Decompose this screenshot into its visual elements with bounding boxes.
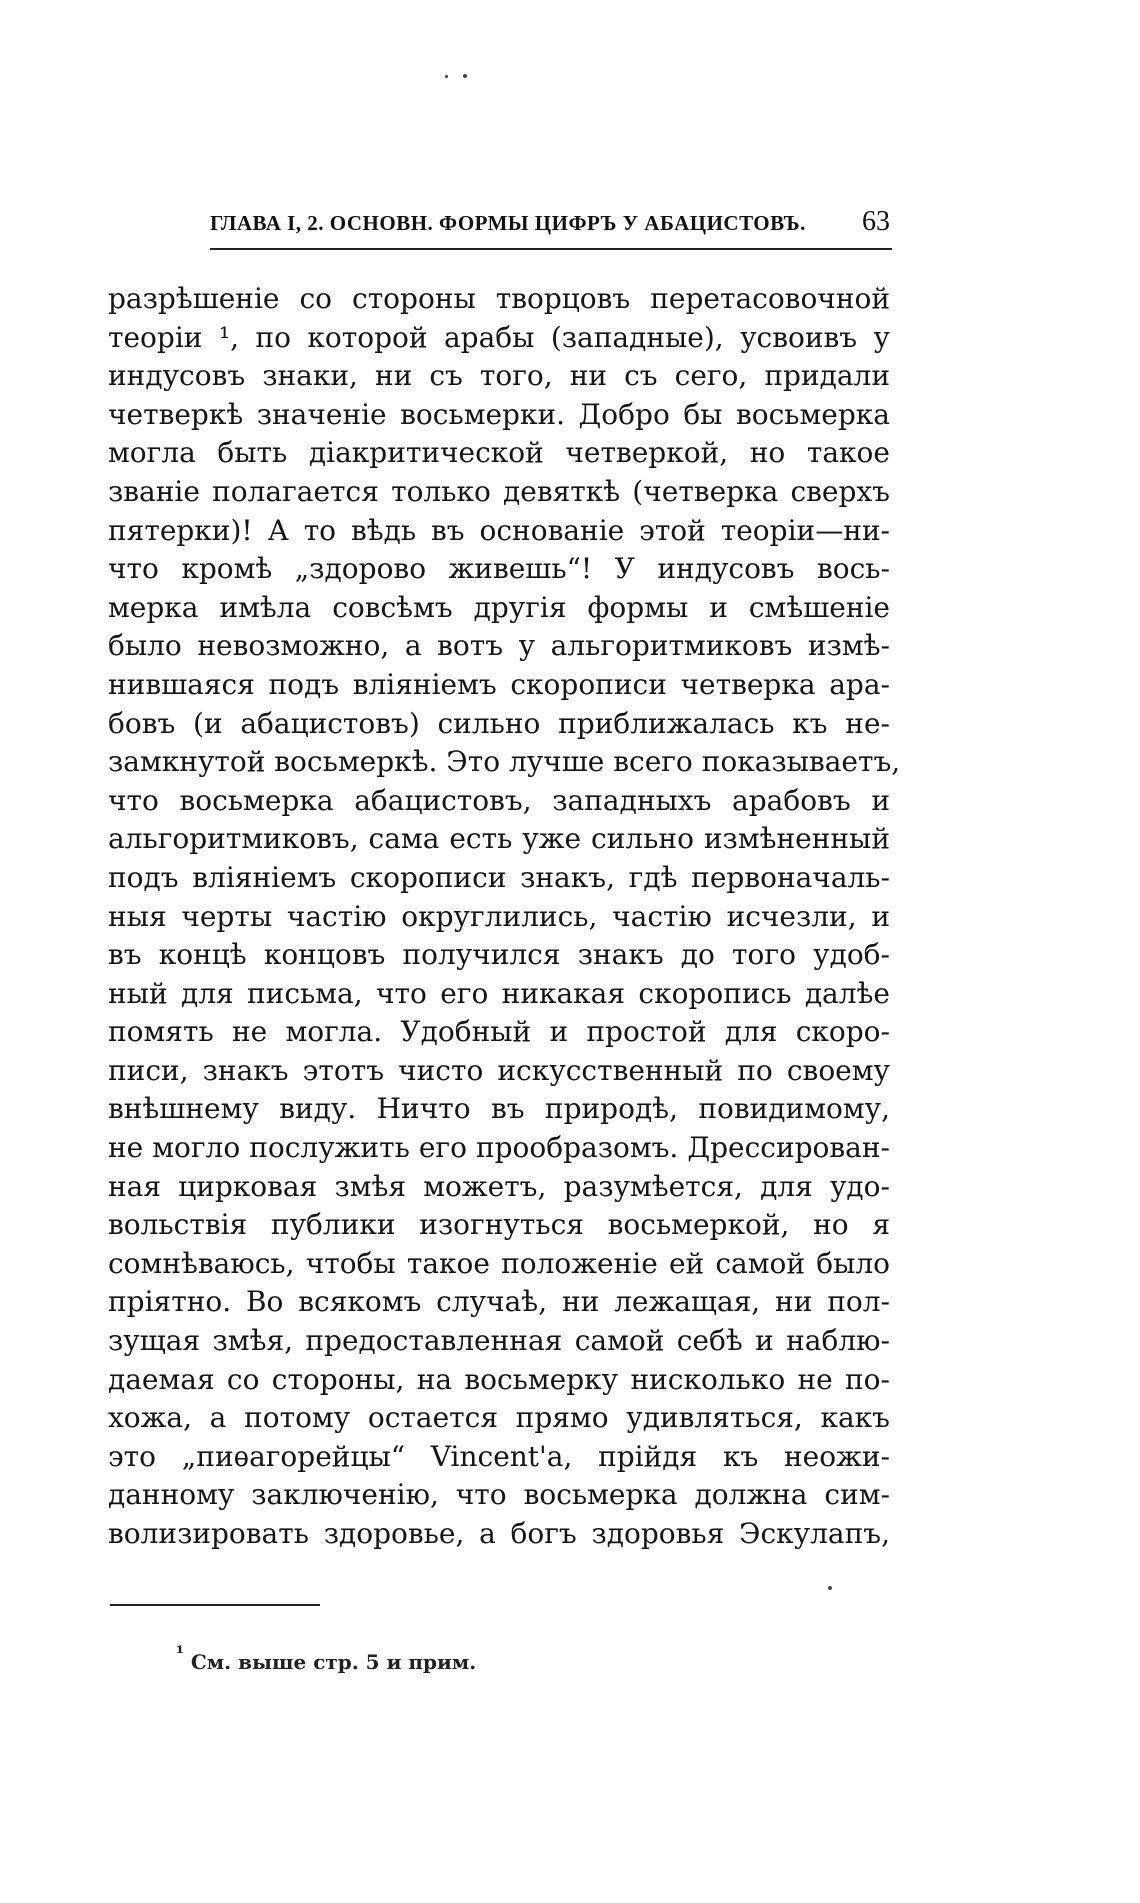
text-line: сомнѣваюсь, чтобы такое положеніе ей самой было [108, 1246, 890, 1280]
text-line: разрѣшеніе со стороны творцовъ перетасовочной [108, 282, 890, 315]
text-line: что восьмерка абацистовъ, западныхъ арабовъ и [108, 783, 890, 817]
text-line: внѣшнему виду. Ничто въ природѣ, повидимому, [108, 1092, 890, 1126]
text-line: было невозможно, а вотъ у альгоритмиковъ измѣ- [108, 629, 890, 663]
text-line: пятерки)! А то вѣдь въ основаніе этой теоріи—ни- [108, 513, 890, 547]
text-line: зущая змѣя, предоставленная самой себѣ и наблю- [108, 1324, 890, 1358]
text-line: въ концѣ концовъ получился знакъ до того удоб- [108, 938, 890, 972]
text-line: писи, знакъ этотъ чисто искусственный по своему [108, 1053, 890, 1087]
text-line: бовъ (и абацистовъ) сильно приближалась къ не- [108, 706, 890, 740]
footnote-rule [110, 1604, 320, 1606]
print-speck [463, 74, 467, 78]
text-line: вольствія публики изогнуться восьмеркой, но я [108, 1208, 890, 1242]
page-number: 63 [862, 206, 890, 237]
text-line: что кромѣ „здорово живешь“! У индусовъ вось- [108, 552, 890, 586]
text-line: замкнутой восьмеркѣ. Это лучше всего показываетъ, [108, 745, 901, 779]
text-line: ный для письма, что его никакая скоропись далѣе [108, 976, 890, 1010]
text-line: помять не могла. Удобный и простой для скоро- [108, 1015, 890, 1049]
text-line: хожа, а потому остается прямо удивляться, какъ [108, 1401, 890, 1435]
text-line: волизировать здоровье, а богъ здоровья Эскулапъ, [108, 1517, 890, 1550]
text-line: подъ вліяніемъ скорописи знакъ, гдѣ первоначаль- [108, 860, 890, 894]
footnote-marker: ¹ [176, 1643, 184, 1664]
body-text [108, 280, 901, 1554]
footnote-text: См. выше стр. 5 и прим. [190, 1650, 477, 1674]
text-line: нившаяся подъ вліяніемъ скорописи четверка ара- [108, 667, 890, 701]
text-line: званіе полагается только девяткѣ (четверка сверхъ [108, 474, 890, 508]
text-line: ная цирковая змѣя можетъ, разумѣется, для удо- [108, 1169, 890, 1203]
running-title: ГЛАВА I, 2. ОСНОВН. ФОРМЫ ЦИФРЪ У АБАЦИСТОВЪ. [210, 211, 806, 235]
running-header [210, 206, 890, 238]
text-line: пріятно. Во всякомъ случаѣ, ни лежащая, ни пол- [108, 1285, 890, 1319]
text-line: мерка имѣла совсѣмъ другія формы и смѣшеніе [108, 590, 890, 624]
print-speck [445, 75, 448, 78]
text-line: это „пиѳагорейцы“ Vincent'а, прійдя къ неожи- [108, 1439, 890, 1473]
footnote [176, 1643, 477, 1674]
text-line: ныя черты частію округлились, частію исчезли, и [108, 899, 890, 933]
text-line: даемая со стороны, на восьмерку нисколько не по- [108, 1362, 890, 1396]
text-line: четверкѣ значеніе восьмерки. Добро бы восьмерка [108, 397, 890, 431]
header-rule [210, 248, 892, 250]
text-line: могла быть діакритической четверкой, но такое [108, 436, 890, 470]
print-speck [828, 1586, 832, 1590]
text-line: не могло послужить его прообразомъ. Дрессирован- [108, 1131, 890, 1165]
text-line: индусовъ знаки, ни съ того, ни съ сего, придали [108, 359, 890, 393]
text-line: теоріи ¹, по которой арабы (западные), усвоивъ у [108, 320, 890, 354]
text-line: данному заключенію, что восьмерка должна сим- [108, 1478, 890, 1512]
text-line: альгоритмиковъ, сама есть уже сильно измѣненный [108, 822, 890, 856]
